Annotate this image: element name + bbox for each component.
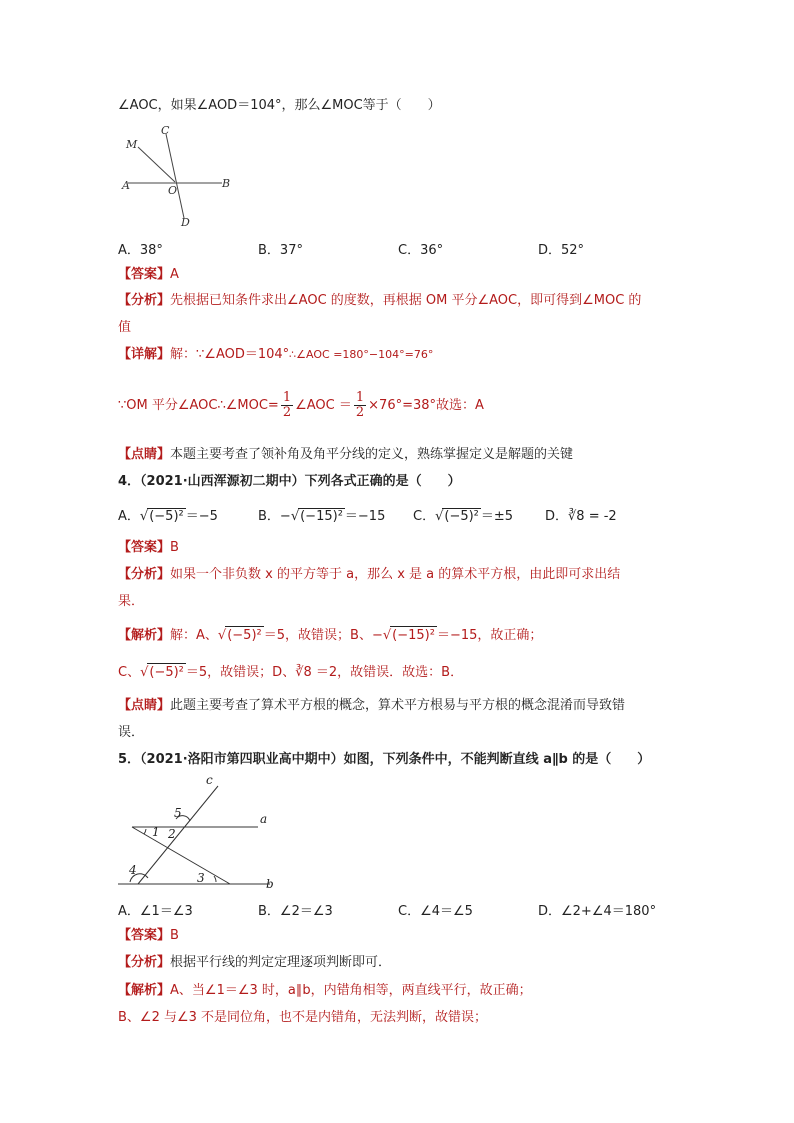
label-d: D [181,216,190,229]
fraction-half-2 [354,391,366,420]
dianjing-text: 此题主要考查了算术平方根的概念，算术平方根易与平方根的概念混淆而导致错 [170,698,626,713]
q4-option-d: D．∛8 = -2 [545,509,617,524]
answer-tag: 【答案】 [118,540,171,555]
optA-rest: ＝−5 [185,509,218,524]
jiexi-tag: 【解析】 [118,983,171,998]
sqrt-icon: √ [290,509,300,524]
dianjing-text: 本题主要考查了领补角及角平分线的定义，熟练掌握定义是解题的关键 [170,447,574,462]
label-m: M [126,138,138,151]
frac-num-2: 1 [355,390,365,405]
q5-option-c: C．∠4＝∠5 [398,904,473,919]
fraction-half [281,391,293,420]
q4-dianjing-cont: 误． [118,725,145,740]
q3-option-a: A．38° [118,243,163,258]
label-a: A [122,179,130,192]
answer-value: B [170,928,179,943]
q4-answer [118,539,179,557]
q3-analysis [118,292,641,310]
q3-stem: ∠AOC，如果∠AOD＝104°，那么∠MOC等于（ ） [118,98,441,113]
optB-radicand: (−15)² [300,509,343,524]
label-5: 5 [174,806,182,820]
q5-answer [118,927,179,945]
detail-text-b: ∴∠AOC =180°−104°=76° [289,348,434,361]
dianjing-tag: 【点睛】 [118,447,171,462]
analysis-tag: 【分析】 [118,955,171,970]
label-1: 1 [152,825,160,839]
q3-option-d: D．52° [538,243,585,258]
frac-den: 2 [282,405,292,420]
answer-tag: 【答案】 [118,928,171,943]
detail2-c: ×76°=38°故选：A [368,398,484,413]
q3-detail-1 [118,346,433,364]
sqrt-icon: √ [217,628,227,643]
line-c [138,786,218,884]
answer-tag: 【答案】 [118,267,171,282]
optB-label: B．− [258,509,291,524]
q5-option-d: D．∠2+∠4＝180° [538,904,657,919]
q3-option-b: B．37° [258,243,303,258]
detail-text-a: 解：∵∠AOD＝104° [170,347,290,362]
jiexi2-a: C、 [118,665,141,680]
q4-dianjing [118,697,625,715]
analysis-text: 根据平行线的判定定理逐项判断即可． [170,955,392,970]
sqrt-icon: √ [382,628,392,643]
q3-angle-figure [118,122,248,230]
q5-option-a: A．∠1＝∠3 [118,904,193,919]
label-2: 2 [168,827,176,841]
analysis-tag: 【分析】 [118,293,171,308]
label-c: c [206,773,213,787]
answer-value: A [170,267,179,282]
detail2-b: ∠AOC ＝ [295,398,352,413]
jiexi1-radicand-2: (−15)² [392,628,435,643]
dianjing-tag: 【点睛】 [118,698,171,713]
optC-label: C． [413,509,436,524]
sqrt-icon: √ [140,665,149,680]
q5-stem: 5．（2021·洛阳市第四职业高中期中）如图，下列条件中，不能判断直线 a∥b 的是（ ） [118,752,651,767]
q4-jiexi-1 [118,626,542,645]
q4-option-c [413,505,513,524]
analysis-tag: 【分析】 [118,567,171,582]
optA-label: A． [118,509,140,524]
analysis-text: 如果一个非负数 x 的平方等于 a，那么 x 是 a 的算术平方根，由此即可求出结 [170,567,621,582]
sqrt-icon: √ [435,509,444,524]
detail2-a: ∵OM 平分∠AOC∴∠MOC= [118,398,279,413]
q3-answer [118,266,179,284]
q5-parallel-figure [118,772,288,894]
optC-rest: ＝±5 [480,509,514,524]
q4-jiexi-2 [118,663,463,682]
jiexi1-b: ＝5，故错误；B、− [263,628,383,643]
jiexi2-b: ＝5，故错误；D、∛8 ＝2，故错误．故选：B． [185,665,464,680]
q4-analysis-cont: 果． [118,594,145,609]
jiexi-tag: 【解析】 [118,628,171,643]
label-a: a [260,812,268,826]
q3-dianjing [118,446,573,464]
q4-stem: 4．（2021·山西浑源初二期中）下列各式正确的是（ ） [118,474,461,489]
label-3: 3 [197,871,205,885]
arc-1 [144,829,146,834]
q5-jiexi-2: B、∠2 与∠3 不是同位角，也不是内错角，无法判断，故错误； [118,1010,488,1025]
jiexi1-c: ＝−15，故正确； [436,628,543,643]
optB-rest: ＝−15 [344,509,386,524]
q3-option-c: C．36° [398,243,444,258]
sqrt-icon: √ [139,509,149,524]
q5-option-b: B．∠2＝∠3 [258,904,333,919]
jiexi2-radicand: (−5)² [149,665,184,680]
q4-analysis [118,566,620,584]
q5-jiexi-1 [118,982,532,1000]
q5-analysis [118,954,391,972]
q3-detail-2 [118,389,484,423]
analysis-text: 先根据已知条件求出∠AOC 的度数，再根据 OM 平分∠AOC，即可得到∠MOC 的 [170,293,642,308]
label-4: 4 [129,863,137,877]
frac-den-2: 2 [355,405,365,420]
transversal [132,827,230,884]
optC-radicand: (−5)² [444,509,479,524]
label-o: O [168,184,178,197]
answer-value: B [170,540,179,555]
jiexi1-a: 解：A、 [170,628,218,643]
arc-3 [214,876,216,882]
q4-option-a [118,505,218,524]
optA-radicand: (−5)² [149,509,184,524]
label-b: B [222,177,231,190]
label-c: C [161,124,170,137]
label-b: b [266,877,274,891]
jiexi1-radicand-1: (−5)² [227,628,262,643]
frac-num: 1 [282,390,292,405]
q3-analysis-cont: 值 [118,320,132,335]
detail-tag: 【详解】 [118,347,171,362]
q4-option-b [258,505,385,524]
jiexi-text: A、当∠1＝∠3 时，a∥b，内错角相等，两直线平行，故正确； [170,983,532,998]
